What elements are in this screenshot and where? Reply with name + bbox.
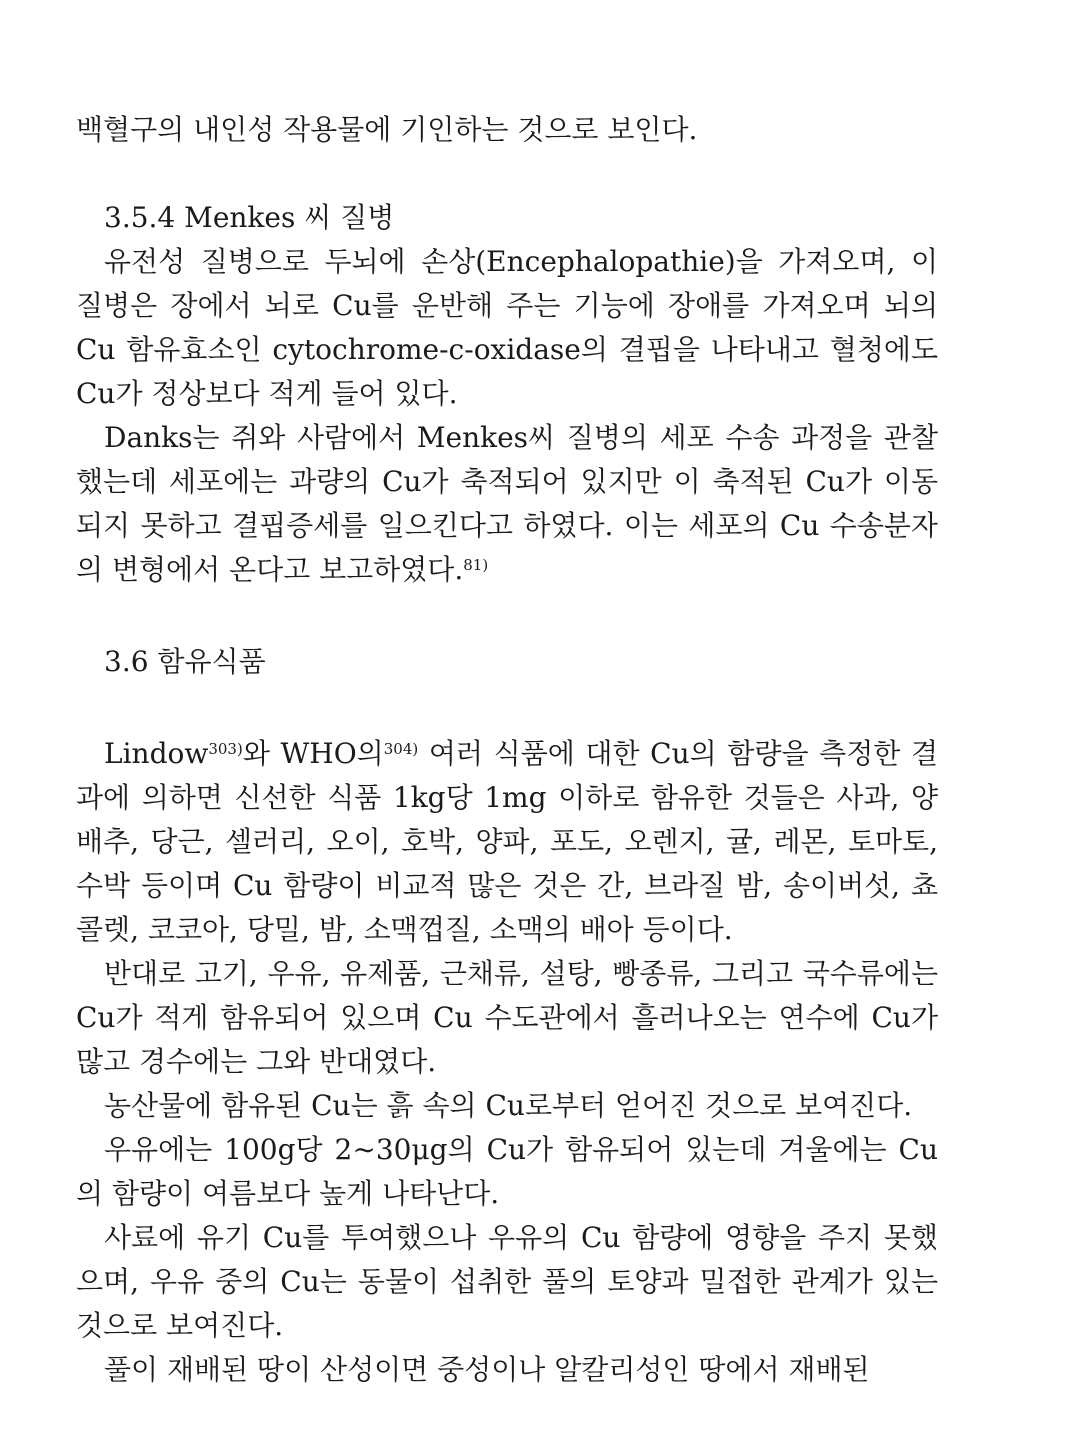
- food-paragraph-5: 사료에 유기 Cu를 투여했으나 우유의 Cu 함량에 영향을 주지 못했으며, 우유 중의 Cu는 동물이 섭취한 풀의 토양과 밀접한 관계가 있는 것으로 보여진다.: [76, 1221, 938, 1342]
- menkes-paragraph-2: [76, 416, 938, 592]
- who-text: 와 WHO의: [242, 737, 384, 770]
- reference-303: 303): [208, 740, 243, 758]
- food-paragraph-1-text: 여러 식품에 대한 Cu의 함량을 측정한 결과에 의하면 신선한 식품 1kg당 1mg 이하로 함유한 것들은 사과, 양배추, 당근, 셀러리, 오이, 호박, 양파, 포도, 오렌지, 귤, 레몬, 토마토, 수박 등이며 Cu 함량이 비교적 많은 것은 간, 브라질 밤, 송이버섯, 쵸콜렛, 코코아, 당밀, 밤, 소맥껍질, 소맥의 배아 등이다.: [76, 737, 938, 946]
- food-paragraph-4: 우유에는 100g당 2∼30μg의 Cu가 함유되어 있는데 겨울에는 Cu의 함량이 여름보다 높게 나타난다.: [76, 1133, 938, 1210]
- lindow-text: Lindow: [104, 737, 209, 770]
- menkes-paragraph-1: 유전성 질병으로 두뇌에 손상(Encephalopathie)을 가져오며, 이 질병은 장에서 뇌로 Cu를 운반해 주는 기능에 장애를 가져오며 뇌의 Cu 함유효소인 cytochrome-c-oxidase의 결핍을 나타내고 혈청에도 Cu가 정상보다 적게 들어 있다.: [76, 245, 938, 410]
- food-paragraph-3: 농산물에 함유된 Cu는 흙 속의 Cu로부터 얻어진 것으로 보여진다.: [104, 1089, 913, 1122]
- section-heading-3-6: 3.6 함유식품: [104, 645, 266, 678]
- reference-304: 304): [383, 740, 419, 758]
- food-paragraph-2: 반대로 고기, 우유, 유제품, 근채류, 설탕, 빵종류, 그리고 국수류에는 Cu가 적게 함유되어 있으며 Cu 수도관에서 흘러나오는 연수에 Cu가 많고 경수에는 그와 반대였다.: [76, 957, 938, 1078]
- reference-81: 81): [463, 556, 489, 574]
- section-heading-3-5-4: 3.5.4 Menkes 씨 질병: [104, 201, 395, 234]
- food-paragraph-6: 풀이 재배된 땅이 산성이면 중성이나 알칼리성인 땅에서 재배된: [104, 1353, 870, 1386]
- menkes-paragraph-2-text: Danks는 쥐와 사람에서 Menkes씨 질병의 세포 수송 과정을 관찰했는데 세포에는 과량의 Cu가 축적되어 있지만 이 축적된 Cu가 이동되지 못하고 결핍증세를 일으킨다고 하였다. 이는 세포의 Cu 수송분자의 변형에서 온다고 보고하였다.: [76, 421, 938, 586]
- document-page: [76, 108, 938, 1392]
- food-paragraph-1: [76, 732, 938, 952]
- continuation-text: 백혈구의 내인성 작용물에 기인하는 것으로 보인다.: [76, 113, 698, 146]
